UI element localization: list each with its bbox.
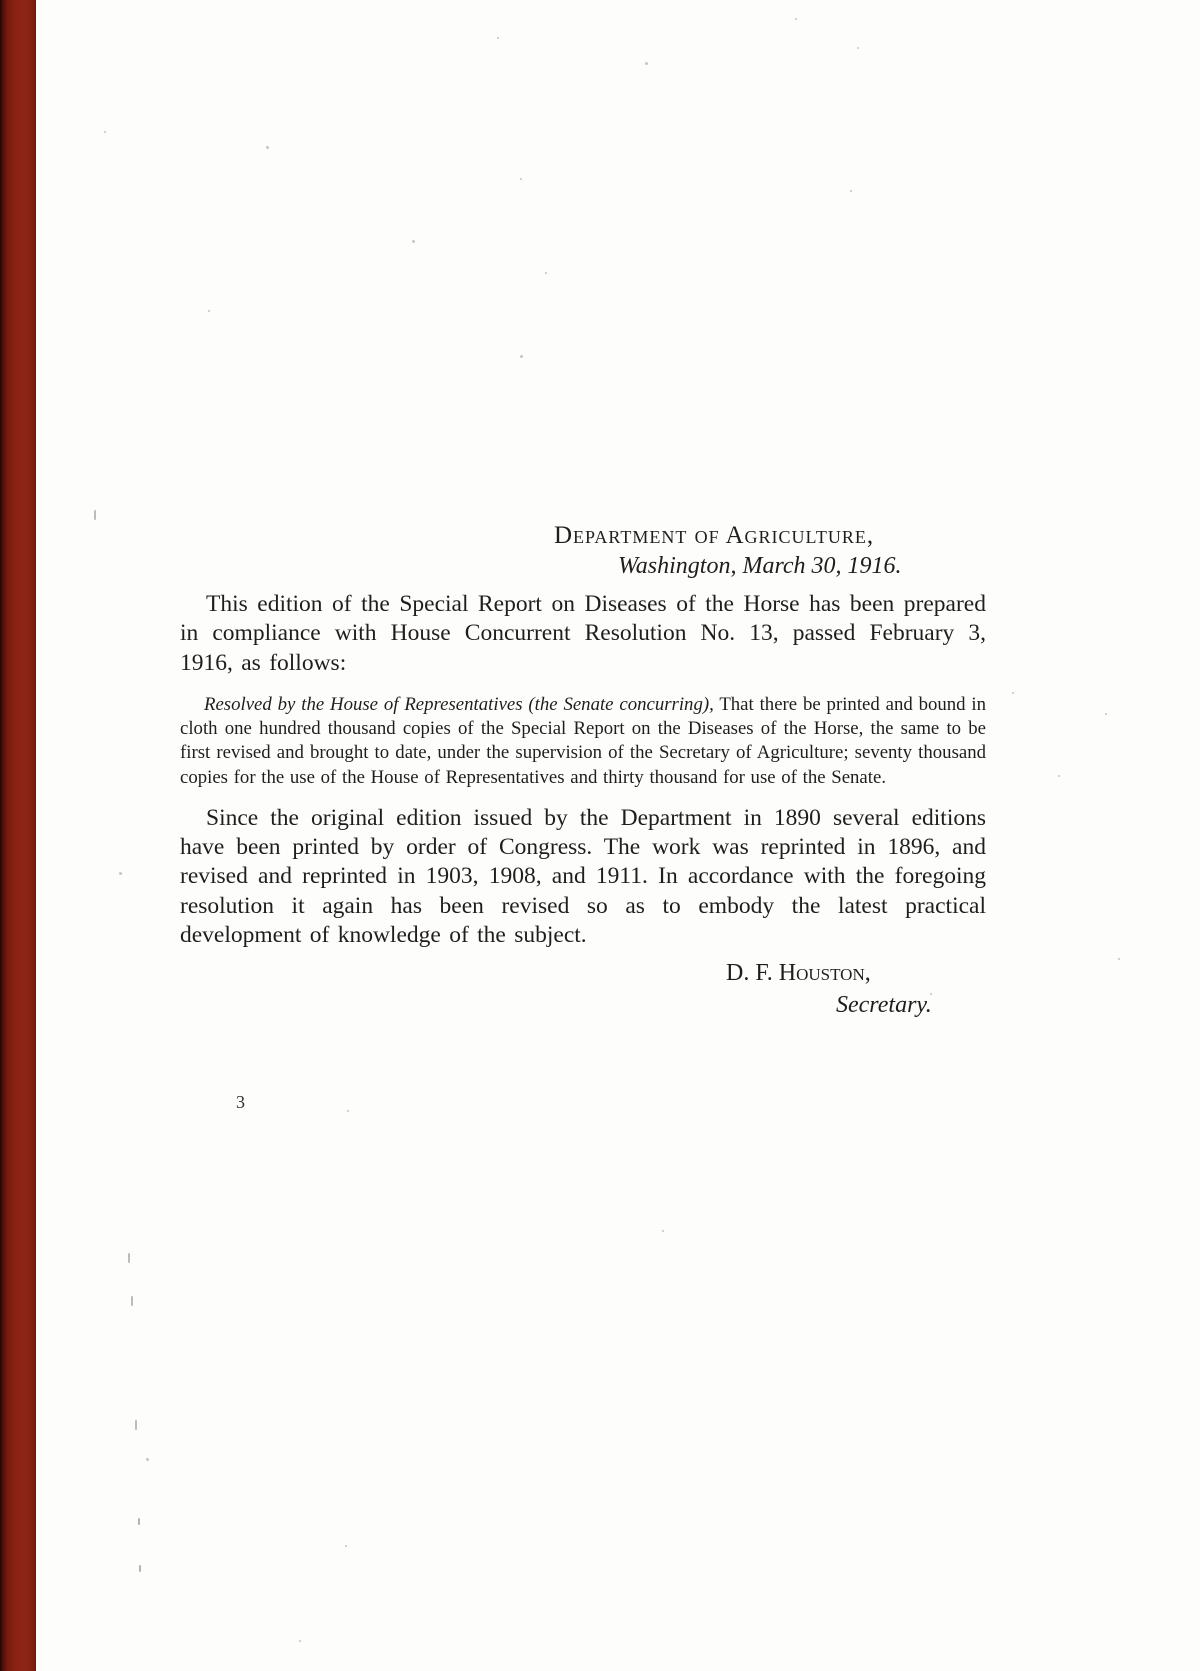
scan-speck [857,47,859,49]
scan-speck [345,1545,347,1547]
page-number: 3 [236,1092,245,1112]
scan-speck [119,872,122,875]
scan-speck [139,1565,141,1572]
resolution-blockquote [180,693,986,789]
dateline: Washington, March 30, 1916. [618,553,902,579]
paragraph-editions-history: Since the original edition issued by the Department in 1890 several editions have been printed by order of Congress. The work was reprinted in 1896, and revised and reprinted in 1903, 1908, and 1911. In accordance with the foregoing resolution it again has been revised so as to embody the latest practical development of knowledge of the subject. [180,804,986,949]
scan-speck [520,355,523,358]
scan-speck [1105,713,1107,715]
signature-title: Secretary. [836,991,932,1018]
scan-speck [1012,692,1014,694]
signature-name: D. F. Houston, [726,959,871,986]
resolution-body-text: That there be printed and bound in cloth one hundred thousand copies of the Special Report on the Diseases of the Horse, the same to be first revised and brought to date, under the supervision of the Secretary of Agriculture; seventy thousand copies for the use of the House of Representatives and thirty thousand for use of the Senate. [180,694,987,788]
scan-speck [645,62,648,65]
book-binding-edge [0,0,36,1671]
letter-body [180,522,986,1019]
scan-speck [138,1518,140,1525]
scan-speck [299,1640,301,1642]
scan-speck [135,1420,137,1430]
scan-speck [266,146,269,149]
scan-speck [146,1458,149,1461]
scan-speck [412,240,415,243]
scan-speck [930,993,932,995]
scan-speck [94,510,96,520]
scan-speck [128,1253,130,1263]
scan-speck [104,131,106,133]
scan-speck [545,272,547,274]
resolution-italic-lead: Resolved by the House of Representatives (the Senate concurring), [204,694,714,716]
scan-speck [662,1230,664,1232]
department-heading: Department of Agriculture, [554,522,875,549]
scan-speck [850,190,852,192]
scan-speck [347,1110,349,1112]
paragraph-introduction: This edition of the Special Report on Diseases of the Horse has been prepared in compliance with House Concurrent Resolution No. 13, passed February 3, 1916, as follows: [180,591,986,676]
scan-speck [497,37,499,39]
scan-speck [1118,958,1120,960]
scan-speck [131,1296,133,1306]
scan-speck [520,178,522,180]
scan-speck [795,18,797,20]
scan-speck [1058,775,1060,777]
scan-speck [208,310,210,312]
